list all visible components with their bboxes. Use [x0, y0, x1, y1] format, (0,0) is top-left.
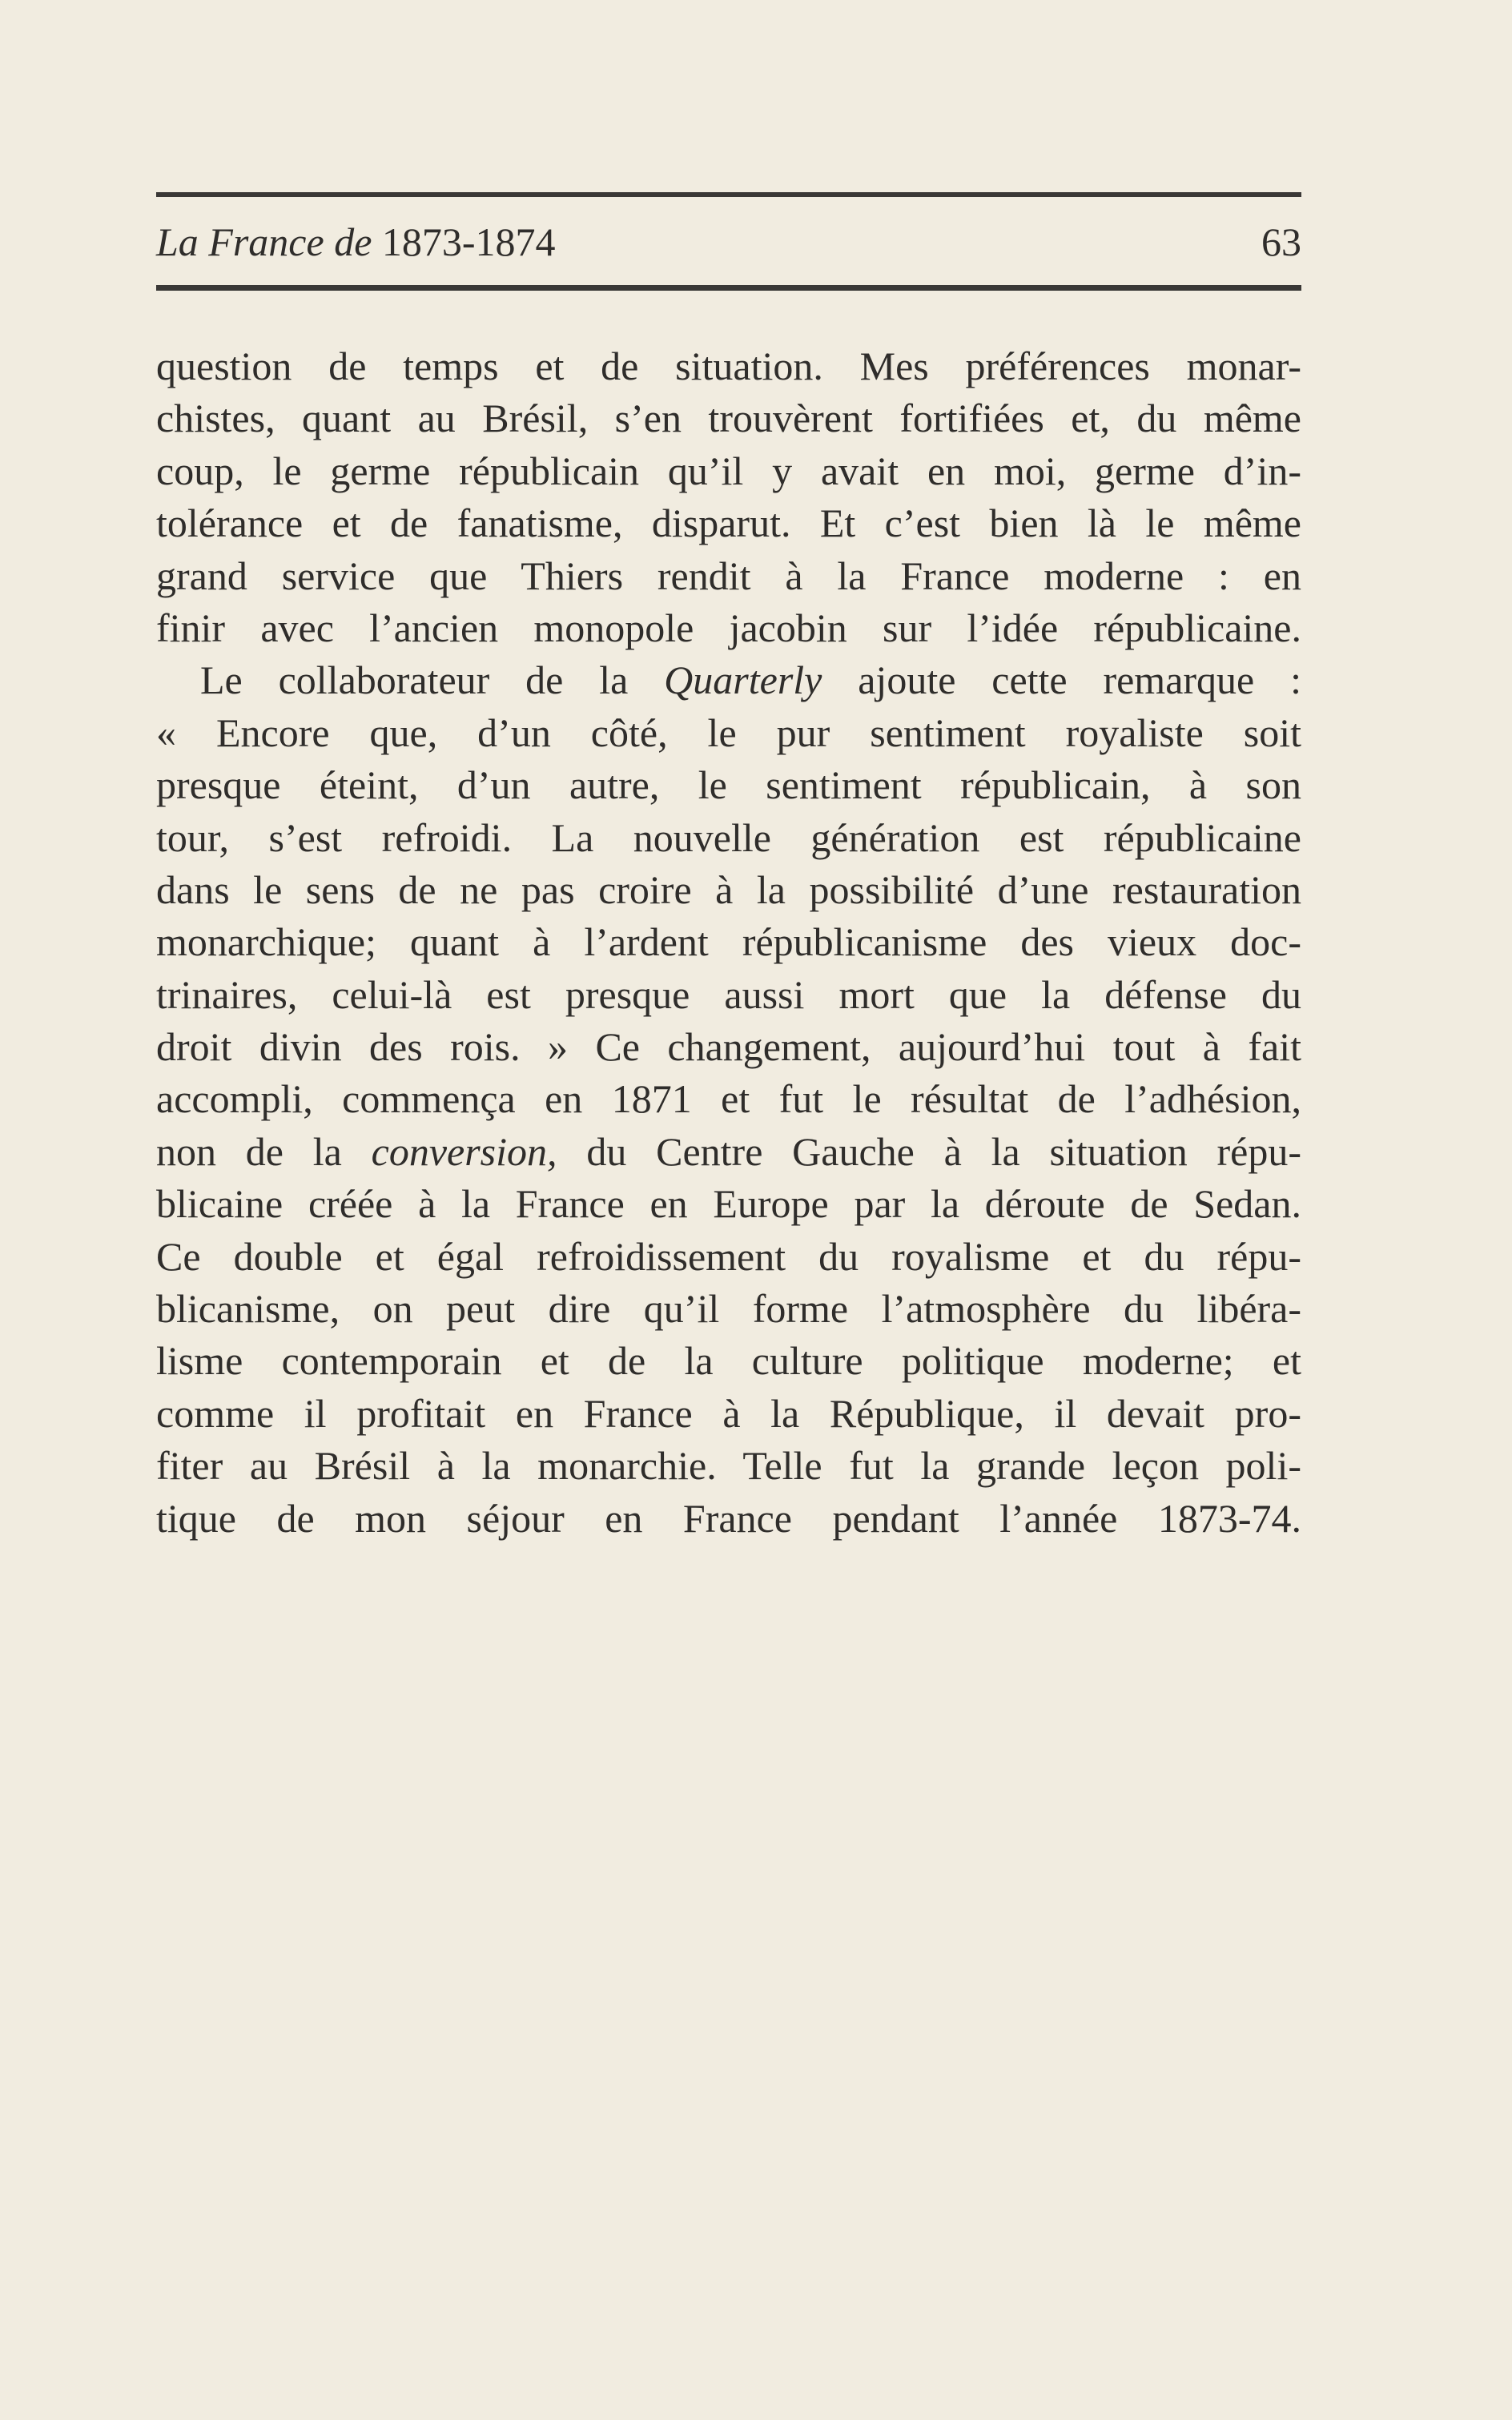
text-line — [156, 1178, 1301, 1230]
text-line — [156, 1231, 1301, 1283]
text-segment: question de temps et de situation. Mes préférences monar- — [156, 344, 1301, 388]
text-segment: comme il profitait en France à la République, il devait pro- — [156, 1390, 1301, 1436]
text-segment: non de la — [156, 1128, 372, 1174]
text-line — [156, 1440, 1301, 1492]
body-text — [156, 340, 1301, 1545]
text-segment: « Encore que, d’un côté, le pur sentiment royaliste soit — [156, 710, 1301, 755]
text-segment: blicanisme, on peut dire qu’il forme l’atmosphère du libéra- — [156, 1286, 1301, 1332]
text-segment: du Centre Gauche à la situation répu- — [557, 1128, 1301, 1174]
text-line — [156, 1388, 1301, 1440]
text-segment: ajoute cette remarque : — [822, 657, 1301, 703]
text-line — [156, 602, 1301, 654]
text-line — [156, 1335, 1301, 1387]
text-line — [156, 1073, 1301, 1125]
text-line — [156, 1021, 1301, 1073]
text-line — [156, 969, 1301, 1021]
text-line — [156, 445, 1301, 497]
text-line — [156, 497, 1301, 549]
text-segment: monarchique; quant à l’ardent républicanisme des vieux doc- — [156, 919, 1301, 965]
text-segment: coup, le germe républicain qu’il y avait en moi, germe d’in- — [156, 448, 1301, 493]
text-segment: Ce double et égal refroidissement du royalisme et du répu- — [156, 1233, 1301, 1279]
text-segment: trinaires, celui-là est presque aussi mort que la défense du — [156, 971, 1301, 1017]
text-segment: grand service que Thiers rendit à la France moderne : en — [156, 553, 1301, 598]
text-segment: lisme contemporain et de la culture politique moderne; et — [156, 1338, 1301, 1384]
text-segment: presque éteint, d’un autre, le sentiment républicain, à son — [156, 762, 1301, 808]
text-line — [156, 340, 1301, 392]
page-number: 63 — [1261, 219, 1301, 264]
text-segment: droit divin des rois. » Ce changement, aujourd’hui tout à fait — [156, 1024, 1301, 1070]
italic-text-segment: conversion, — [371, 1128, 557, 1174]
header-rule-bottom — [156, 285, 1301, 291]
text-segment: tolérance et de fanatisme, disparut. Et c’est bien là le même — [156, 500, 1301, 546]
text-line — [156, 1283, 1301, 1335]
text-line — [156, 759, 1301, 811]
text-segment: chistes, quant au Brésil, s’en trouvèrent fortifiées et, du même — [156, 396, 1301, 441]
text-line — [156, 707, 1301, 759]
running-head — [156, 210, 1301, 274]
text-line — [156, 916, 1301, 968]
text-line — [156, 1126, 1301, 1178]
text-segment: tour, s’est refroidi. La nouvelle génération est républicaine — [156, 814, 1301, 860]
text-line — [156, 392, 1301, 444]
italic-text-segment: Quarterly — [664, 657, 822, 703]
header-rule-top — [156, 192, 1301, 197]
text-line — [156, 812, 1301, 864]
text-segment: tique de mon séjour en France pendant l’année 1873-74. — [156, 1495, 1301, 1541]
text-segment: Le collaborateur de la — [200, 657, 665, 703]
text-segment: accompli, commença en 1871 et fut le résultat de l’adhésion, — [156, 1076, 1301, 1122]
text-line — [156, 654, 1301, 706]
text-line — [156, 550, 1301, 602]
running-title — [156, 210, 556, 274]
running-title-italic: La France de — [156, 219, 372, 264]
text-segment: fiter au Brésil à la monarchie. Telle fut la grande leçon poli- — [156, 1443, 1301, 1489]
text-segment: blicaine créée à la France en Europe par la déroute de Sedan. — [156, 1181, 1301, 1227]
text-segment: finir avec l’ancien monopole jacobin sur l’idée républicaine. — [156, 605, 1301, 650]
text-segment: dans le sens de ne pas croire à la possibilité d’une restauration — [156, 866, 1301, 912]
text-line — [156, 1493, 1301, 1545]
text-line — [156, 864, 1301, 916]
running-title-years: 1873-1874 — [381, 219, 556, 264]
